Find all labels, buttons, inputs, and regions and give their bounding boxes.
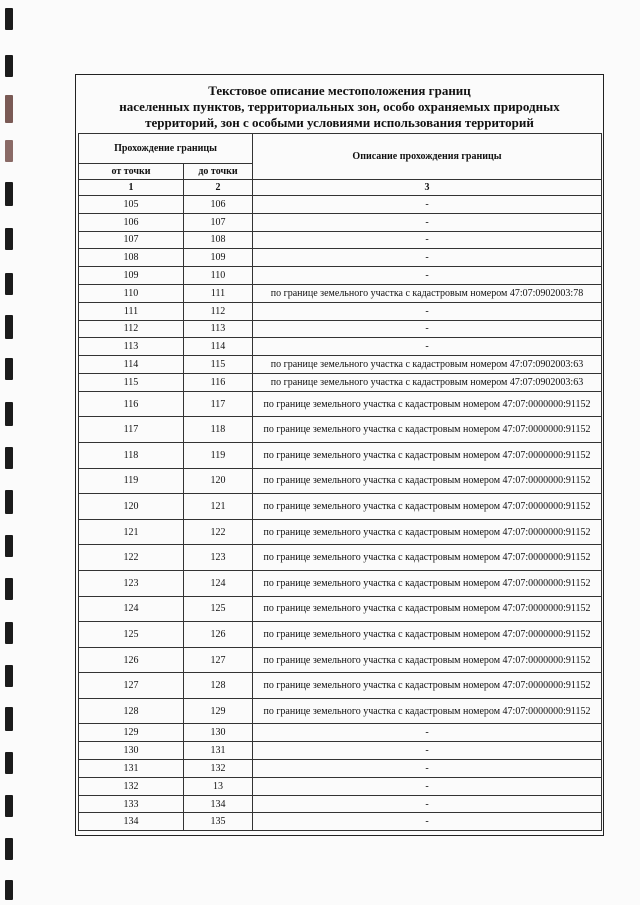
binder-mark <box>5 140 13 162</box>
cell-from: 119 <box>79 468 184 494</box>
cell-to: 126 <box>184 622 253 648</box>
cell-desc: по границе земельного участка с кадастровым номером 47:07:0000000:91152 <box>253 417 602 443</box>
cell-from: 127 <box>79 673 184 699</box>
table-row <box>79 673 602 699</box>
cell-desc: по границе земельного участка с кадастровым номером 47:07:0902003:78 <box>253 284 602 302</box>
cell-desc: - <box>253 231 602 249</box>
document-frame <box>75 74 604 836</box>
cell-from: 110 <box>79 284 184 302</box>
table-row <box>79 545 602 571</box>
cell-from: 128 <box>79 698 184 724</box>
cell-from: 134 <box>79 813 184 831</box>
binder-mark <box>5 358 13 380</box>
binder-mark <box>5 315 13 339</box>
cell-to: 134 <box>184 795 253 813</box>
cell-to: 135 <box>184 813 253 831</box>
binder-mark <box>5 622 13 644</box>
cell-to: 132 <box>184 760 253 778</box>
table-row <box>79 760 602 778</box>
cell-to: 111 <box>184 284 253 302</box>
cell-desc: по границе земельного участка с кадастровым номером 47:07:0000000:91152 <box>253 545 602 571</box>
cell-to: 117 <box>184 391 253 417</box>
binder-mark <box>5 578 13 600</box>
header-to-point: до точки <box>184 164 253 180</box>
cell-desc: - <box>253 267 602 285</box>
cell-from: 109 <box>79 267 184 285</box>
cell-desc: по границе земельного участка с кадастровым номером 47:07:0000000:91152 <box>253 391 602 417</box>
column-number-3: 3 <box>253 180 602 196</box>
table-row <box>79 320 602 338</box>
cell-to: 124 <box>184 570 253 596</box>
cell-to: 114 <box>184 338 253 356</box>
cell-desc: по границе земельного участка с кадастровым номером 47:07:0902003:63 <box>253 373 602 391</box>
cell-desc: - <box>253 795 602 813</box>
table-row <box>79 795 602 813</box>
cell-to: 121 <box>184 494 253 520</box>
binder-mark <box>5 55 13 77</box>
table-row <box>79 391 602 417</box>
cell-from: 122 <box>79 545 184 571</box>
cell-desc: - <box>253 302 602 320</box>
cell-from: 126 <box>79 647 184 673</box>
binder-mark <box>5 447 13 469</box>
binder-mark <box>5 535 13 557</box>
table-row <box>79 338 602 356</box>
cell-from: 106 <box>79 213 184 231</box>
table-row <box>79 698 602 724</box>
table-row <box>79 284 602 302</box>
header-boundary-passage: Прохождение границы <box>79 134 253 164</box>
header-description: Описание прохождения границы <box>253 134 602 180</box>
cell-from: 117 <box>79 417 184 443</box>
table-row <box>79 468 602 494</box>
binder-mark <box>5 182 13 206</box>
cell-to: 127 <box>184 647 253 673</box>
table-row <box>79 622 602 648</box>
binder-mark <box>5 880 13 900</box>
cell-desc: - <box>253 742 602 760</box>
cell-desc: по границе земельного участка с кадастровым номером 47:07:0000000:91152 <box>253 673 602 699</box>
title-line-1: Текстовое описание местоположения границ <box>208 83 471 98</box>
cell-from: 130 <box>79 742 184 760</box>
table-row <box>79 267 602 285</box>
document-title <box>76 83 603 131</box>
cell-from: 113 <box>79 338 184 356</box>
cell-from: 133 <box>79 795 184 813</box>
cell-desc: по границе земельного участка с кадастровым номером 47:07:0902003:63 <box>253 356 602 374</box>
cell-to: 107 <box>184 213 253 231</box>
cell-desc: по границе земельного участка с кадастровым номером 47:07:0000000:91152 <box>253 519 602 545</box>
cell-from: 124 <box>79 596 184 622</box>
cell-desc: по границе земельного участка с кадастровым номером 47:07:0000000:91152 <box>253 468 602 494</box>
cell-to: 109 <box>184 249 253 267</box>
binder-mark <box>5 838 13 860</box>
cell-from: 114 <box>79 356 184 374</box>
table-row <box>79 519 602 545</box>
cell-to: 113 <box>184 320 253 338</box>
cell-to: 122 <box>184 519 253 545</box>
cell-from: 111 <box>79 302 184 320</box>
table-row <box>79 417 602 443</box>
cell-from: 116 <box>79 391 184 417</box>
cell-to: 110 <box>184 267 253 285</box>
table-row <box>79 570 602 596</box>
table-row <box>79 302 602 320</box>
table-row <box>79 196 602 214</box>
binder-mark <box>5 8 13 30</box>
table-row <box>79 356 602 374</box>
cell-to: 108 <box>184 231 253 249</box>
binder-mark <box>5 707 13 731</box>
cell-desc: по границе земельного участка с кадастровым номером 47:07:0000000:91152 <box>253 622 602 648</box>
table-row <box>79 249 602 267</box>
cell-to: 112 <box>184 302 253 320</box>
cell-to: 115 <box>184 356 253 374</box>
cell-to: 131 <box>184 742 253 760</box>
cell-from: 115 <box>79 373 184 391</box>
binder-mark <box>5 490 13 514</box>
binder-mark <box>5 752 13 774</box>
binder-mark <box>5 795 13 817</box>
cell-desc: - <box>253 213 602 231</box>
cell-desc: - <box>253 777 602 795</box>
cell-from: 125 <box>79 622 184 648</box>
cell-to: 130 <box>184 724 253 742</box>
cell-from: 118 <box>79 442 184 468</box>
cell-to: 123 <box>184 545 253 571</box>
cell-to: 13 <box>184 777 253 795</box>
cell-to: 116 <box>184 373 253 391</box>
cell-to: 119 <box>184 442 253 468</box>
binder-mark <box>5 402 13 426</box>
binder-mark <box>5 273 13 295</box>
cell-desc: по границе земельного участка с кадастровым номером 47:07:0000000:91152 <box>253 596 602 622</box>
cell-desc: по границе земельного участка с кадастровым номером 47:07:0000000:91152 <box>253 494 602 520</box>
title-line-3: территорий, зон с особыми условиями использования территорий <box>145 115 534 130</box>
table-row <box>79 213 602 231</box>
table-row <box>79 724 602 742</box>
column-number-1: 1 <box>79 180 184 196</box>
cell-desc: - <box>253 320 602 338</box>
cell-from: 129 <box>79 724 184 742</box>
cell-from: 131 <box>79 760 184 778</box>
cell-to: 125 <box>184 596 253 622</box>
cell-desc: - <box>253 813 602 831</box>
table-row <box>79 777 602 795</box>
cell-desc: по границе земельного участка с кадастровым номером 47:07:0000000:91152 <box>253 570 602 596</box>
cell-from: 105 <box>79 196 184 214</box>
cell-from: 120 <box>79 494 184 520</box>
cell-from: 132 <box>79 777 184 795</box>
cell-desc: по границе земельного участка с кадастровым номером 47:07:0000000:91152 <box>253 698 602 724</box>
table-row <box>79 231 602 249</box>
cell-desc: - <box>253 724 602 742</box>
cell-desc: - <box>253 760 602 778</box>
table-row <box>79 494 602 520</box>
table-row <box>79 373 602 391</box>
binder-mark <box>5 95 13 123</box>
title-line-2: населенных пунктов, территориальных зон, особо охраняемых природных <box>119 99 560 114</box>
cell-to: 118 <box>184 417 253 443</box>
binder-mark <box>5 665 13 687</box>
cell-desc: по границе земельного участка с кадастровым номером 47:07:0000000:91152 <box>253 442 602 468</box>
table-row <box>79 596 602 622</box>
cell-desc: - <box>253 249 602 267</box>
cell-desc: по границе земельного участка с кадастровым номером 47:07:0000000:91152 <box>253 647 602 673</box>
table-row <box>79 647 602 673</box>
table-row <box>79 813 602 831</box>
column-number-2: 2 <box>184 180 253 196</box>
cell-to: 129 <box>184 698 253 724</box>
header-from-point: от точки <box>79 164 184 180</box>
binder-mark <box>5 228 13 250</box>
cell-to: 128 <box>184 673 253 699</box>
cell-from: 107 <box>79 231 184 249</box>
table-row <box>79 442 602 468</box>
table-row <box>79 742 602 760</box>
cell-desc: - <box>253 196 602 214</box>
cell-desc: - <box>253 338 602 356</box>
cell-from: 108 <box>79 249 184 267</box>
boundary-table <box>78 133 602 831</box>
cell-to: 106 <box>184 196 253 214</box>
cell-to: 120 <box>184 468 253 494</box>
cell-from: 123 <box>79 570 184 596</box>
cell-from: 121 <box>79 519 184 545</box>
cell-from: 112 <box>79 320 184 338</box>
